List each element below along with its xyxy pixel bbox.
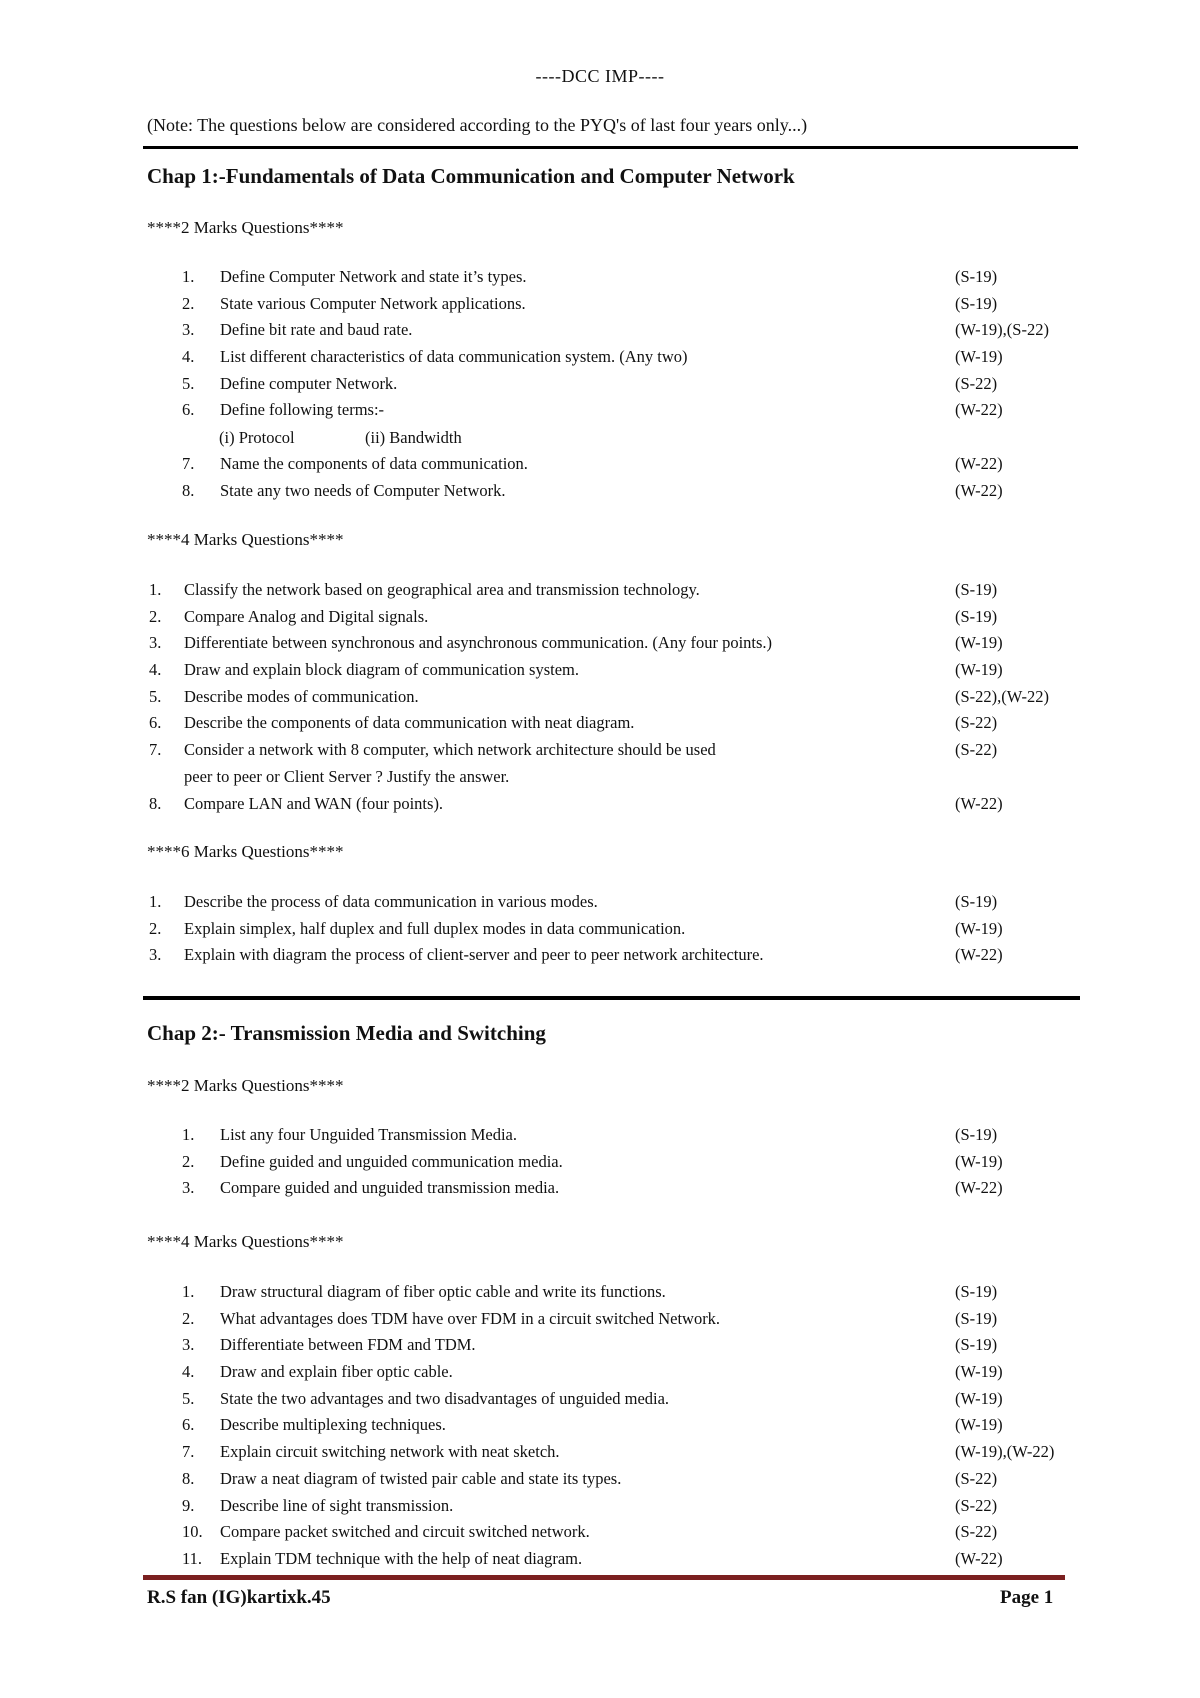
exam-session-tag: (W-19) <box>955 633 1003 653</box>
continuation-line-spacer <box>182 424 1022 451</box>
question-item <box>182 1149 1022 1176</box>
question-item <box>149 657 1029 684</box>
question-number: 7. <box>182 453 195 473</box>
exam-session-tag: (W-19) <box>955 347 1003 367</box>
question-number: 3. <box>182 320 195 340</box>
question-text: Describe modes of communication. <box>184 686 419 706</box>
question-number: 5. <box>149 686 162 706</box>
exam-session-tag: (W-19) <box>955 1362 1003 1382</box>
question-item <box>182 1386 1022 1413</box>
exam-session-tag: (S-19) <box>955 293 998 313</box>
question-item <box>182 451 1022 478</box>
question-item <box>182 1519 1022 1546</box>
question-number: 1. <box>182 1282 195 1301</box>
question-item <box>149 684 1049 711</box>
question-number: 6. <box>182 1415 195 1435</box>
question-item <box>182 1439 1055 1466</box>
question-text: Draw and explain fiber optic cable. <box>220 1362 453 1382</box>
page-number: Page 1 <box>1000 1587 1054 1608</box>
question-number: 8. <box>182 1468 195 1488</box>
question-item <box>149 889 1029 916</box>
exam-session-tag: (W-19) <box>955 1151 1003 1171</box>
question-number: 8. <box>182 480 195 500</box>
question-text: Consider a network with 8 computer, which network architecture should be used <box>184 740 716 760</box>
exam-session-tag: (S-22) <box>955 1522 998 1542</box>
question-text: Differentiate between FDM and TDM. <box>220 1335 476 1355</box>
question-text: Define Computer Network and state it’s types. <box>220 267 527 286</box>
exam-session-tag: (S-22) <box>955 373 998 393</box>
question-item <box>182 1359 1022 1386</box>
exam-session-tag: (W-19) <box>955 1388 1003 1408</box>
chap1-q7-continuation: peer to peer or Client Server ? Justify the answer. <box>184 767 510 786</box>
question-item <box>182 344 1022 371</box>
question-item <box>149 737 1029 764</box>
exam-session-tag: (S-22),(W-22) <box>955 686 1049 706</box>
question-text: Compare LAN and WAN (four points). <box>184 793 444 813</box>
question-text: Explain with diagram the process of client-server and peer to peer network architecture. <box>184 945 764 965</box>
chap1-2marks-list <box>182 264 1049 504</box>
chapter-1-title: Chap 1:-Fundamentals of Data Communication and Computer Network <box>147 164 795 188</box>
question-text: Compare packet switched and circuit switched network. <box>220 1522 590 1542</box>
chap1-4marks-heading: ****4 Marks Questions**** <box>147 530 344 549</box>
question-item <box>149 791 1029 818</box>
question-item <box>149 630 1029 657</box>
exam-session-tag: (S-19) <box>955 1282 998 1301</box>
question-text: Compare Analog and Digital signals. <box>184 606 429 626</box>
question-text: Name the components of data communication. <box>220 453 528 473</box>
exam-session-tag: (W-22) <box>955 1178 1003 1198</box>
question-item <box>182 1412 1022 1439</box>
question-number: 3. <box>149 633 162 653</box>
question-item <box>182 1546 1022 1573</box>
exam-session-tag: (W-22) <box>955 945 1003 965</box>
question-text: Define following terms:- <box>220 400 385 420</box>
question-number: 7. <box>182 1442 195 1462</box>
exam-session-tag: (W-19) <box>955 660 1003 680</box>
question-number: 3. <box>149 945 162 965</box>
chap2-4marks-heading: ****4 Marks Questions**** <box>147 1232 344 1251</box>
question-text: Draw structural diagram of fiber optic cable and write its functions. <box>220 1282 666 1301</box>
chapter-divider <box>143 996 1080 1000</box>
question-number: 3. <box>182 1335 195 1355</box>
question-text: Define guided and unguided communication media. <box>220 1151 563 1171</box>
footer-divider <box>143 1575 1065 1580</box>
question-text: Describe the process of data communication in various modes. <box>184 892 598 911</box>
question-item <box>149 710 1029 737</box>
exam-session-tag: (W-19),(S-22) <box>955 320 1049 340</box>
exam-session-tag: (S-19) <box>955 267 998 286</box>
question-number: 10. <box>182 1522 203 1542</box>
question-item <box>182 1122 1022 1149</box>
exam-session-tag: (S-19) <box>955 1308 998 1328</box>
chap2-2marks-heading: ****2 Marks Questions**** <box>147 1076 344 1095</box>
exam-session-tag: (W-22) <box>955 1548 1003 1568</box>
question-number: 2. <box>182 1151 195 1171</box>
question-text: What advantages does TDM have over FDM in a circuit switched Network. <box>220 1308 721 1328</box>
question-text: List any four Unguided Transmission Media. <box>220 1125 517 1144</box>
question-item <box>182 317 1049 344</box>
question-text: Explain circuit switching network with neat sketch. <box>220 1442 560 1462</box>
chapter-2-title: Chap 2:- Transmission Media and Switching <box>147 1021 546 1045</box>
question-item <box>182 291 1022 318</box>
exam-session-tag: (S-19) <box>955 892 998 911</box>
question-number: 1. <box>149 892 162 911</box>
exam-session-tag: (W-22) <box>955 480 1003 500</box>
exam-session-tag: (S-22) <box>955 740 998 760</box>
question-text: Describe line of sight transmission. <box>220 1495 454 1515</box>
question-number: 1. <box>182 1125 195 1144</box>
chap1-term-bandwidth: (ii) Bandwidth <box>365 428 462 447</box>
chap1-2marks-heading: ****2 Marks Questions**** <box>147 218 344 237</box>
question-text: Explain TDM technique with the help of neat diagram. <box>220 1548 583 1568</box>
question-number: 5. <box>182 1388 195 1408</box>
question-number: 2. <box>149 606 162 626</box>
question-number: 1. <box>182 267 195 286</box>
exam-session-tag: (S-19) <box>955 580 998 599</box>
exam-session-tag: (W-19) <box>955 1415 1003 1435</box>
chap1-6marks-heading: ****6 Marks Questions**** <box>147 842 344 861</box>
exam-session-tag: (S-22) <box>955 1468 998 1488</box>
exam-session-tag: (W-19) <box>955 918 1003 938</box>
question-text: State the two advantages and two disadvantages of unguided media. <box>220 1388 670 1408</box>
question-item <box>182 397 1022 424</box>
question-text: Compare guided and unguided transmission media. <box>220 1178 560 1198</box>
question-text: List different characteristics of data communication system. (Any two) <box>220 347 688 367</box>
exam-session-tag: (W-22) <box>955 453 1003 473</box>
question-number: 6. <box>182 400 195 420</box>
question-number: 1. <box>149 580 162 599</box>
question-text: Explain simplex, half duplex and full duplex modes in data communication. <box>184 918 686 938</box>
question-number: 7. <box>149 740 162 760</box>
question-item <box>182 264 1022 291</box>
question-number: 9. <box>182 1495 195 1515</box>
chap1-term-protocol: (i) Protocol <box>219 428 295 447</box>
question-number: 6. <box>149 713 162 733</box>
question-number: 11. <box>182 1548 203 1568</box>
exam-session-tag: (S-19) <box>955 606 998 626</box>
exam-session-tag: (S-19) <box>955 1335 998 1355</box>
footer-author: R.S fan (IG)kartixk.45 <box>147 1587 331 1608</box>
exam-session-tag: (W-22) <box>955 400 1003 420</box>
question-number: 4. <box>182 347 195 367</box>
document-title: ----DCC IMP---- <box>535 66 665 86</box>
question-text: State any two needs of Computer Network. <box>220 480 506 500</box>
question-text: Differentiate between synchronous and asynchronous communication. (Any four points.) <box>184 633 773 653</box>
question-text: Describe multiplexing techniques. <box>220 1415 446 1435</box>
question-number: 5. <box>182 373 195 393</box>
chap2-2marks-list <box>182 1122 1022 1202</box>
question-number: 2. <box>182 1308 195 1328</box>
question-item <box>149 942 1029 969</box>
exam-session-tag: (S-22) <box>955 1495 998 1515</box>
question-number: 2. <box>182 293 195 313</box>
chap1-6marks-list <box>149 889 1029 969</box>
question-text: Define computer Network. <box>220 373 398 393</box>
question-item <box>182 1175 1022 1202</box>
question-item <box>182 1279 1022 1306</box>
question-item <box>149 916 1029 943</box>
note-text: (Note: The questions below are considered according to the PYQ's of last four years only...) <box>147 115 808 135</box>
question-text: Classify the network based on geographical area and transmission technology. <box>184 580 700 599</box>
question-number: 4. <box>149 660 162 680</box>
question-text: Draw a neat diagram of twisted pair cable and state its types. <box>220 1468 622 1488</box>
question-item <box>182 1306 1022 1333</box>
question-item <box>149 604 1029 631</box>
question-item <box>182 1466 1022 1493</box>
exam-session-tag: (W-22) <box>955 793 1003 813</box>
question-item <box>182 1332 1022 1359</box>
question-number: 4. <box>182 1362 195 1382</box>
header-divider <box>143 146 1078 149</box>
question-item <box>182 1493 1022 1520</box>
question-number: 8. <box>149 793 162 813</box>
question-text: State various Computer Network applications. <box>220 293 526 313</box>
question-item <box>149 577 1029 604</box>
exam-session-tag: (S-22) <box>955 713 998 733</box>
question-item <box>182 371 1022 398</box>
exam-session-tag: (W-19),(W-22) <box>955 1442 1055 1462</box>
exam-session-tag: (S-19) <box>955 1125 998 1144</box>
question-number: 3. <box>182 1178 195 1198</box>
question-text: Describe the components of data communication with neat diagram. <box>184 713 635 733</box>
question-text: Draw and explain block diagram of communication system. <box>184 660 579 680</box>
chap2-4marks-list <box>182 1279 1055 1573</box>
question-number: 2. <box>149 918 162 938</box>
question-text: Define bit rate and baud rate. <box>220 320 413 340</box>
question-item <box>182 478 1022 505</box>
